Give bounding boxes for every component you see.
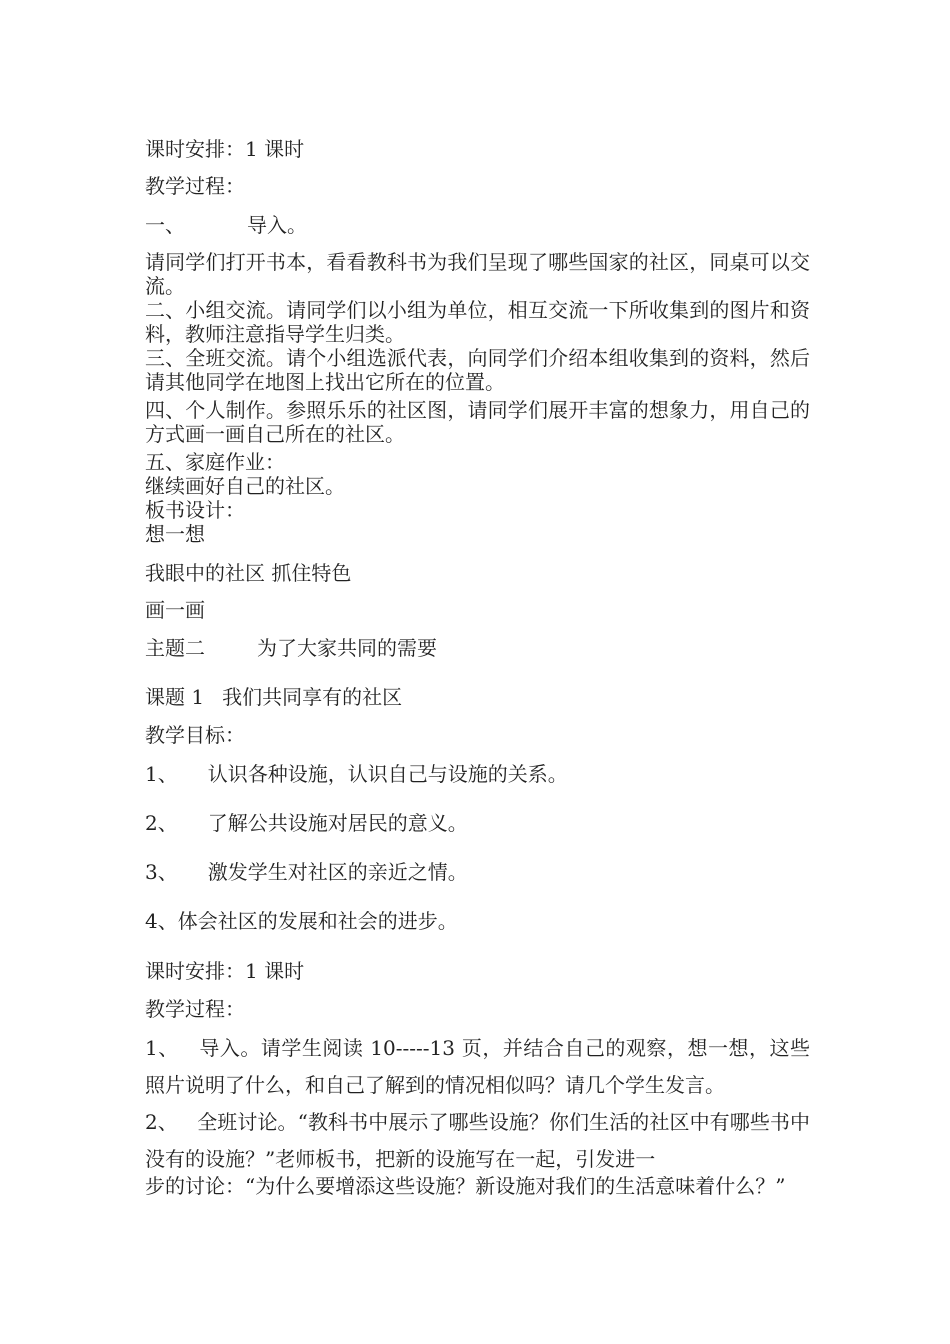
paragraph-open-book: 请同学们打开书本，看看教科书为我们呈现了哪些国家的社区，同桌可以交流。 [145, 250, 810, 298]
paragraph-class-exchange: 三、全班交流。请个小组选派代表，向同学们介绍本组收集到的资料，然后请其他同学在地图上找出它所在的位置。 [145, 346, 810, 394]
goals-heading: 教学目标： [145, 723, 245, 747]
theme-title [145, 635, 437, 661]
topic-label: 课题 1 [145, 685, 205, 709]
homework-text: 继续画好自己的社区。 [145, 474, 345, 498]
paragraph-personal-making: 四、个人制作。参照乐乐的社区图，请同学们展开丰富的想象力，用自己的方式画一画自己所在的社区。 [145, 398, 810, 446]
goal-item: 4、体会社区的发展和社会的进步。 [145, 909, 458, 933]
topic-title [145, 684, 402, 710]
schedule-line: 课时安排：1 课时 [145, 959, 305, 983]
board-line-think: 想一想 [145, 522, 205, 546]
board-heading: 板书设计： [145, 498, 245, 522]
schedule-line: 课时安排：1 课时 [145, 137, 305, 161]
process-step-discussion: 2、 全班讨论。“教科书中展示了哪些设施？你们生活的社区中有哪些书中没有的设施？”老师板书，把新的设施写在一起，引发进一 [145, 1110, 810, 1171]
process-step-discussion-continued: 步的讨论：“为什么要增添这些设施？新设施对我们的生活意味着什么？” [145, 1174, 786, 1198]
goal-item [145, 859, 468, 885]
goal-text: 认识各种设施，认识自己与设施的关系。 [207, 762, 568, 786]
goal-text: 激发学生对社区的亲近之情。 [207, 860, 468, 884]
theme-name: 为了大家共同的需要 [257, 636, 437, 660]
process-heading: 教学过程： [145, 997, 245, 1021]
process-step-intro: 1、 导入。请学生阅读 10-----13 页，并结合自己的观察，想一想，这些照片说明了什么，和自己了解到的情况相似吗？请几个学生发言。 [145, 1036, 810, 1097]
step-number: 一、 [145, 213, 185, 237]
goal-item [145, 810, 468, 836]
board-line-community: 我眼中的社区 抓住特色 [145, 561, 352, 585]
topic-name: 我们共同享有的社区 [222, 685, 403, 709]
theme-label: 主题二 [145, 636, 205, 660]
process-heading: 教学过程： [145, 174, 245, 198]
paragraph-group-exchange: 二、小组交流。请同学们以小组为单位，相互交流一下所收集到的图片和资料，教师注意指导学生归类。 [145, 298, 810, 346]
homework-heading: 五、家庭作业： [145, 450, 285, 474]
step-label: 导入。 [247, 213, 307, 237]
goal-number: 1、 [145, 762, 178, 786]
board-line-draw: 画一画 [145, 598, 205, 622]
goal-text: 了解公共设施对居民的意义。 [207, 811, 468, 835]
goal-number: 3、 [145, 860, 178, 884]
step-intro [145, 212, 307, 238]
goal-number: 2、 [145, 811, 178, 835]
goal-item [145, 761, 568, 787]
